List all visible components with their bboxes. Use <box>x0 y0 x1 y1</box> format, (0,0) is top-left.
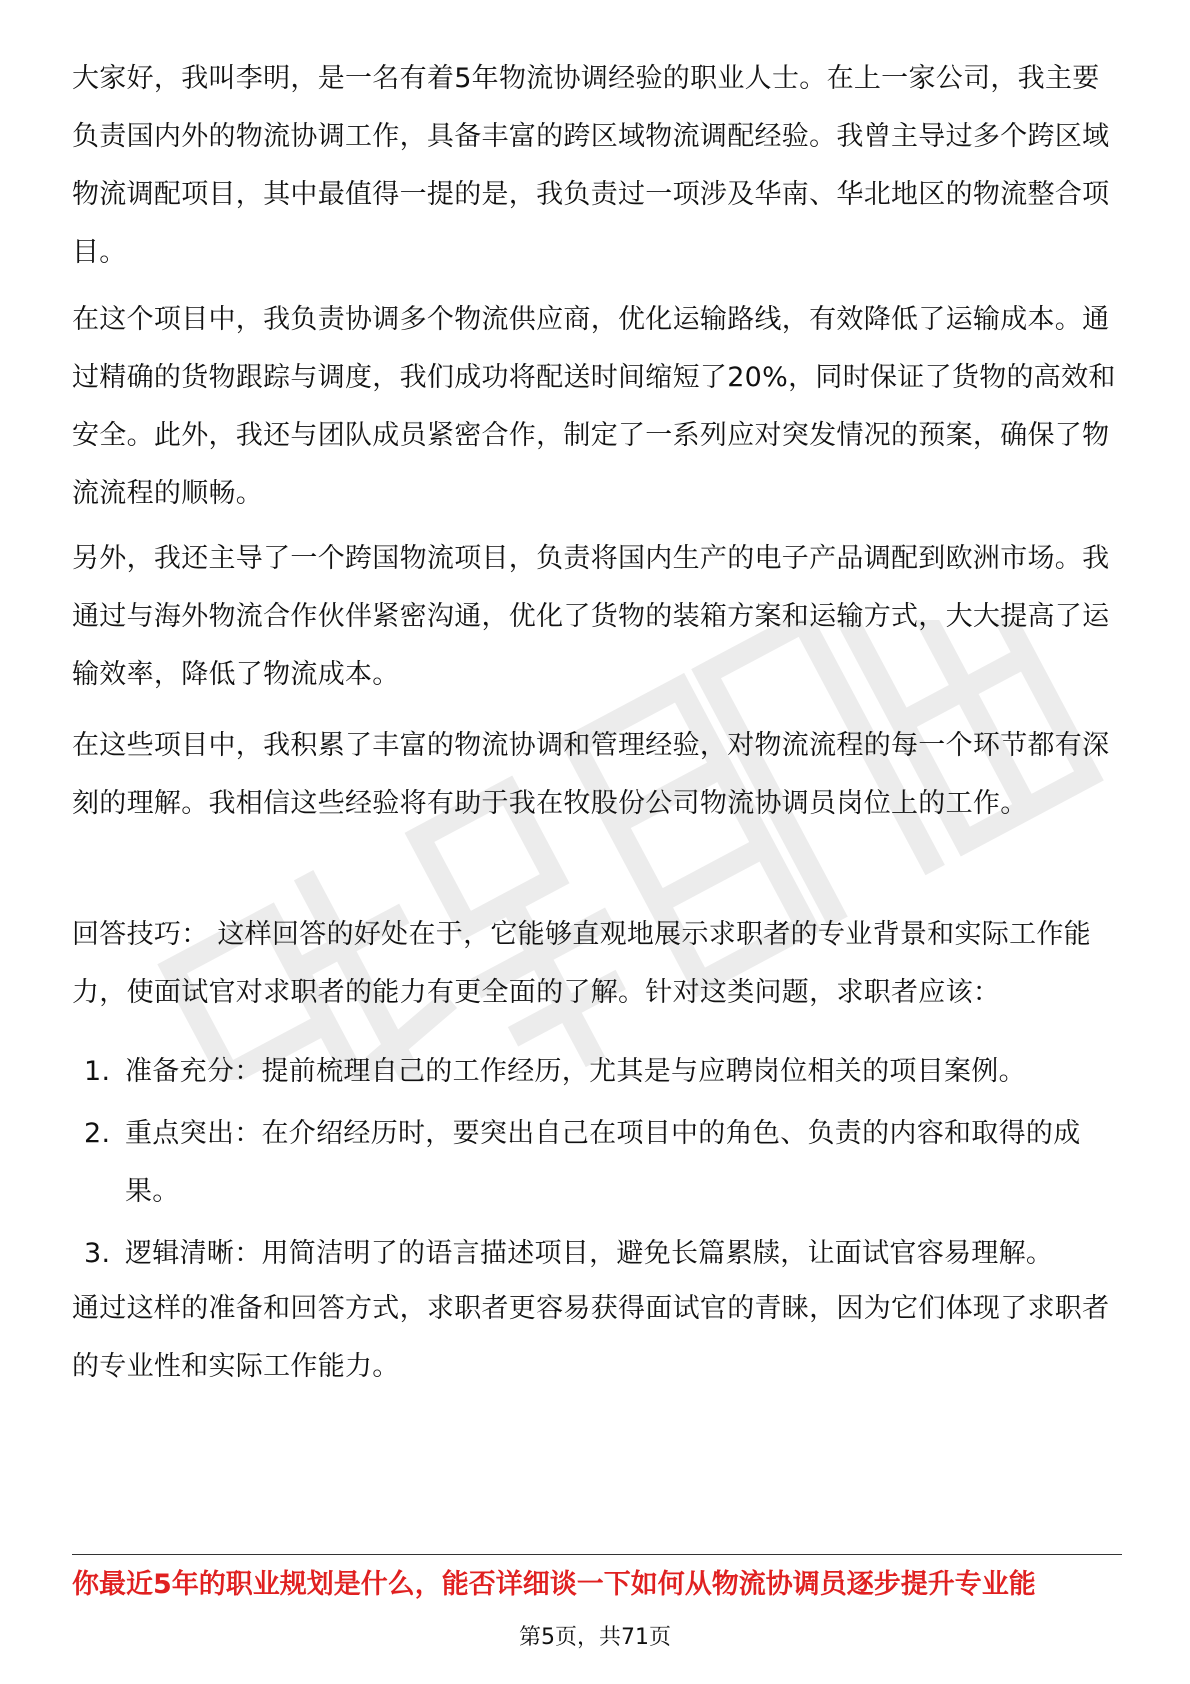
section-divider <box>72 1554 1122 1555</box>
list-item <box>72 1105 1122 1221</box>
answer-tips-paragraph: 回答技巧： 这样回答的好处在于，它能够直观地展示求职者的专业背景和实际工作能力，使面试官对求职者的能力有更全面的了解。针对这类问题，求职者应该： <box>72 919 1091 1008</box>
list-item <box>72 1043 1122 1101</box>
list-number: 1. <box>84 1056 111 1087</box>
next-question-heading: 你最近5年的职业规划是什么，能否详细谈一下如何从物流协调员逐步提升专业能 <box>72 1569 1036 1600</box>
list-number: 3. <box>84 1238 111 1269</box>
tips-list <box>72 1043 1122 1287</box>
list-item-text: 重点突出：在介绍经历时，要突出自己在项目中的角色、负责的内容和取得的成果。 <box>125 1118 1081 1207</box>
list-item-text: 逻辑清晰：用简洁明了的语言描述项目，避免长篇累牍，让面试官容易理解。 <box>125 1238 1054 1269</box>
closing-paragraph: 通过这样的准备和回答方式，求职者更容易获得面试官的青睐，因为它们体现了求职者的专业性和实际工作能力。 <box>72 1293 1110 1382</box>
project-paragraph: 在这个项目中，我负责协调多个物流供应商，优化运输路线，有效降低了运输成本。通过精确的货物跟踪与调度，我们成功将配送时间缩短了20%，同时保证了货物的高效和安全。此外，我还与团队成员紧密合作，制定了一系列应对突发情况的预案，确保了物流流程的顺畅。 <box>72 304 1116 509</box>
international-project-paragraph: 另外，我还主导了一个跨国物流项目，负责将国内生产的电子产品调配到欧洲市场。我通过与海外物流合作伙伴紧密沟通，优化了货物的装箱方案和运输方式，大大提高了运输效率，降低了物流成本。 <box>72 543 1110 690</box>
list-item <box>72 1225 1122 1283</box>
list-number: 2. <box>84 1118 111 1149</box>
page-footer: 第5页，共71页 <box>519 1625 671 1650</box>
experience-summary-paragraph: 在这些项目中，我积累了丰富的物流协调和管理经验，对物流流程的每一个环节都有深刻的理解。我相信这些经验将有助于我在牧股份公司物流协调员岗位上的工作。 <box>72 730 1110 819</box>
intro-paragraph: 大家好，我叫李明，是一名有着5年物流协调经验的职业人士。在上一家公司，我主要负责国内外的物流协调工作，具备丰富的跨区域物流调配经验。我曾主导过多个跨区域物流调配项目，其中最值得一提的是，我负责过一项涉及华南、华北地区的物流整合项目。 <box>72 63 1110 268</box>
list-item-text: 准备充分：提前梳理自己的工作经历，尤其是与应聘岗位相关的项目案例。 <box>125 1056 1026 1087</box>
